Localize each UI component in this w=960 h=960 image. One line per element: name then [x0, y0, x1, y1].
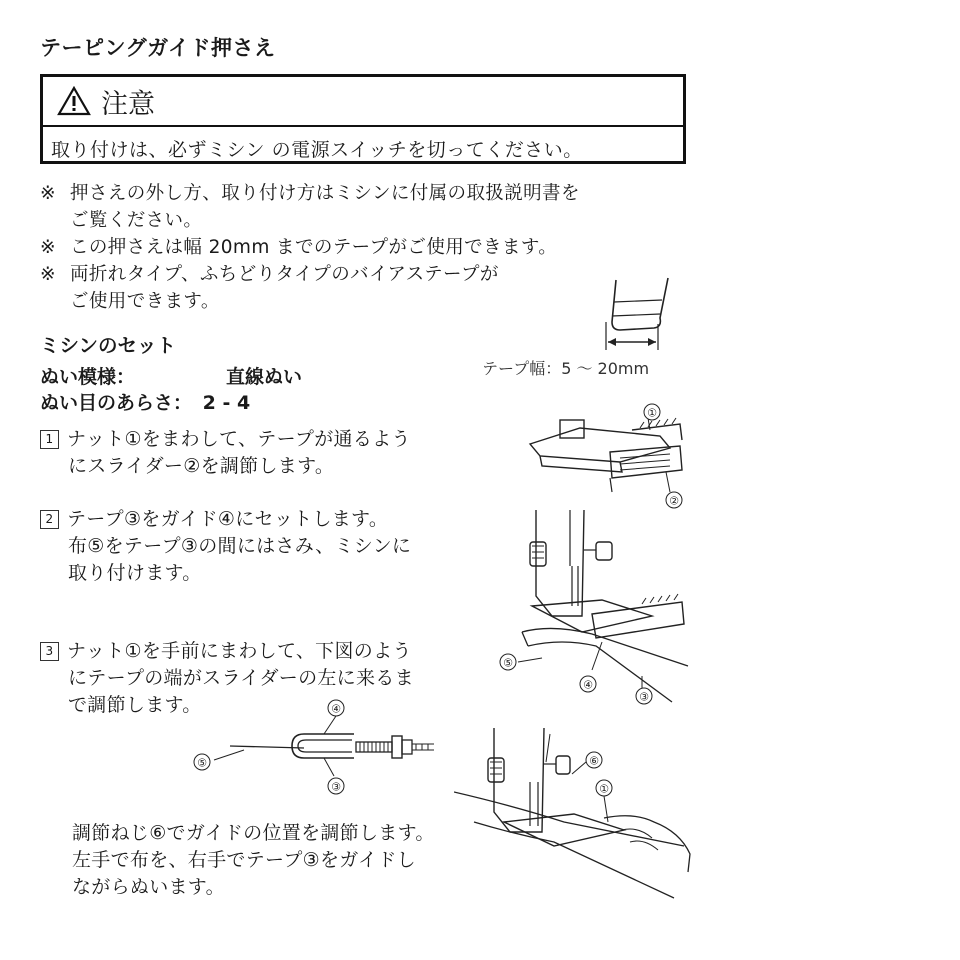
- note-item: ※ この押さえは幅 20mm までのテープがご使用できます。: [40, 237, 558, 258]
- callout-5: ⑤: [197, 756, 207, 770]
- tape-width-illustration: [596, 272, 676, 352]
- presser-foot-illustration: [520, 400, 700, 512]
- stitch-pattern-label: ぬい模様：: [40, 366, 136, 388]
- tape-width-caption: テープ幅：5 ～ 20mm: [482, 359, 650, 378]
- callout-2: ②: [669, 494, 679, 508]
- callout-4: ④: [583, 678, 593, 692]
- warning-icon: [57, 86, 91, 116]
- note-item: ※ 押さえの外し方、取り付け方はミシンに付属の取扱説明書を: [40, 183, 580, 204]
- notes-list: [40, 180, 690, 315]
- stitch-pattern-row: [40, 364, 303, 390]
- caution-box: [40, 74, 686, 164]
- guide-detail-illustration: [184, 696, 454, 802]
- callout-3: ③: [639, 690, 649, 704]
- machine-setup-illustration: [492, 506, 692, 706]
- sewing-illustration: [454, 722, 698, 900]
- stitch-pattern-value: 直線ぬい: [226, 366, 303, 388]
- stitch-length-label: ぬい目のあらさ：: [40, 392, 193, 414]
- callout-3: ③: [331, 780, 341, 794]
- callout-5: ⑤: [503, 656, 513, 670]
- caution-header: [43, 77, 683, 127]
- callout-1: ①: [647, 406, 657, 420]
- step-number: 3: [40, 642, 59, 661]
- step-1: 1 ナット①をまわして、テープが通るよう にスライダー②を調節します。: [40, 426, 490, 480]
- callout-6: ⑥: [589, 754, 599, 768]
- machine-setting-heading: ミシンのセット: [40, 334, 177, 357]
- note-item-cont: ご使用できます。: [70, 291, 220, 312]
- stitch-length-row: [40, 390, 250, 416]
- step-number: 1: [40, 430, 59, 449]
- sewing-instructions: 調節ねじ⑥でガイドの位置を調節します。 左手で布を、右手でテープ③をガイドし ながらぬいます。: [72, 822, 435, 898]
- step-number: 2: [40, 510, 59, 529]
- stitch-length-value: 2 - 4: [202, 392, 251, 414]
- step-2: 2 テープ③をガイド④にセットします。 布⑤をテープ③の間にはさみ、ミシンに 取り付けます。: [40, 506, 490, 587]
- caution-text: 取り付けは、必ずミシン の電源スイッチを切ってください。: [51, 139, 583, 161]
- note-item-cont: ご覧ください。: [70, 210, 203, 231]
- note-item: ※ 両折れタイプ、ふちどりタイプのバイアステープが: [40, 264, 499, 285]
- page-title: テーピングガイド押さえ: [40, 36, 276, 60]
- caution-heading: 注意: [101, 88, 155, 120]
- callout-4: ④: [331, 702, 341, 716]
- step-3: 3 ナット①を手前にまわして、下図のよう にテープの端がスライダーの左に来るま で調節します。: [40, 638, 490, 719]
- callout-1: ①: [599, 782, 609, 796]
